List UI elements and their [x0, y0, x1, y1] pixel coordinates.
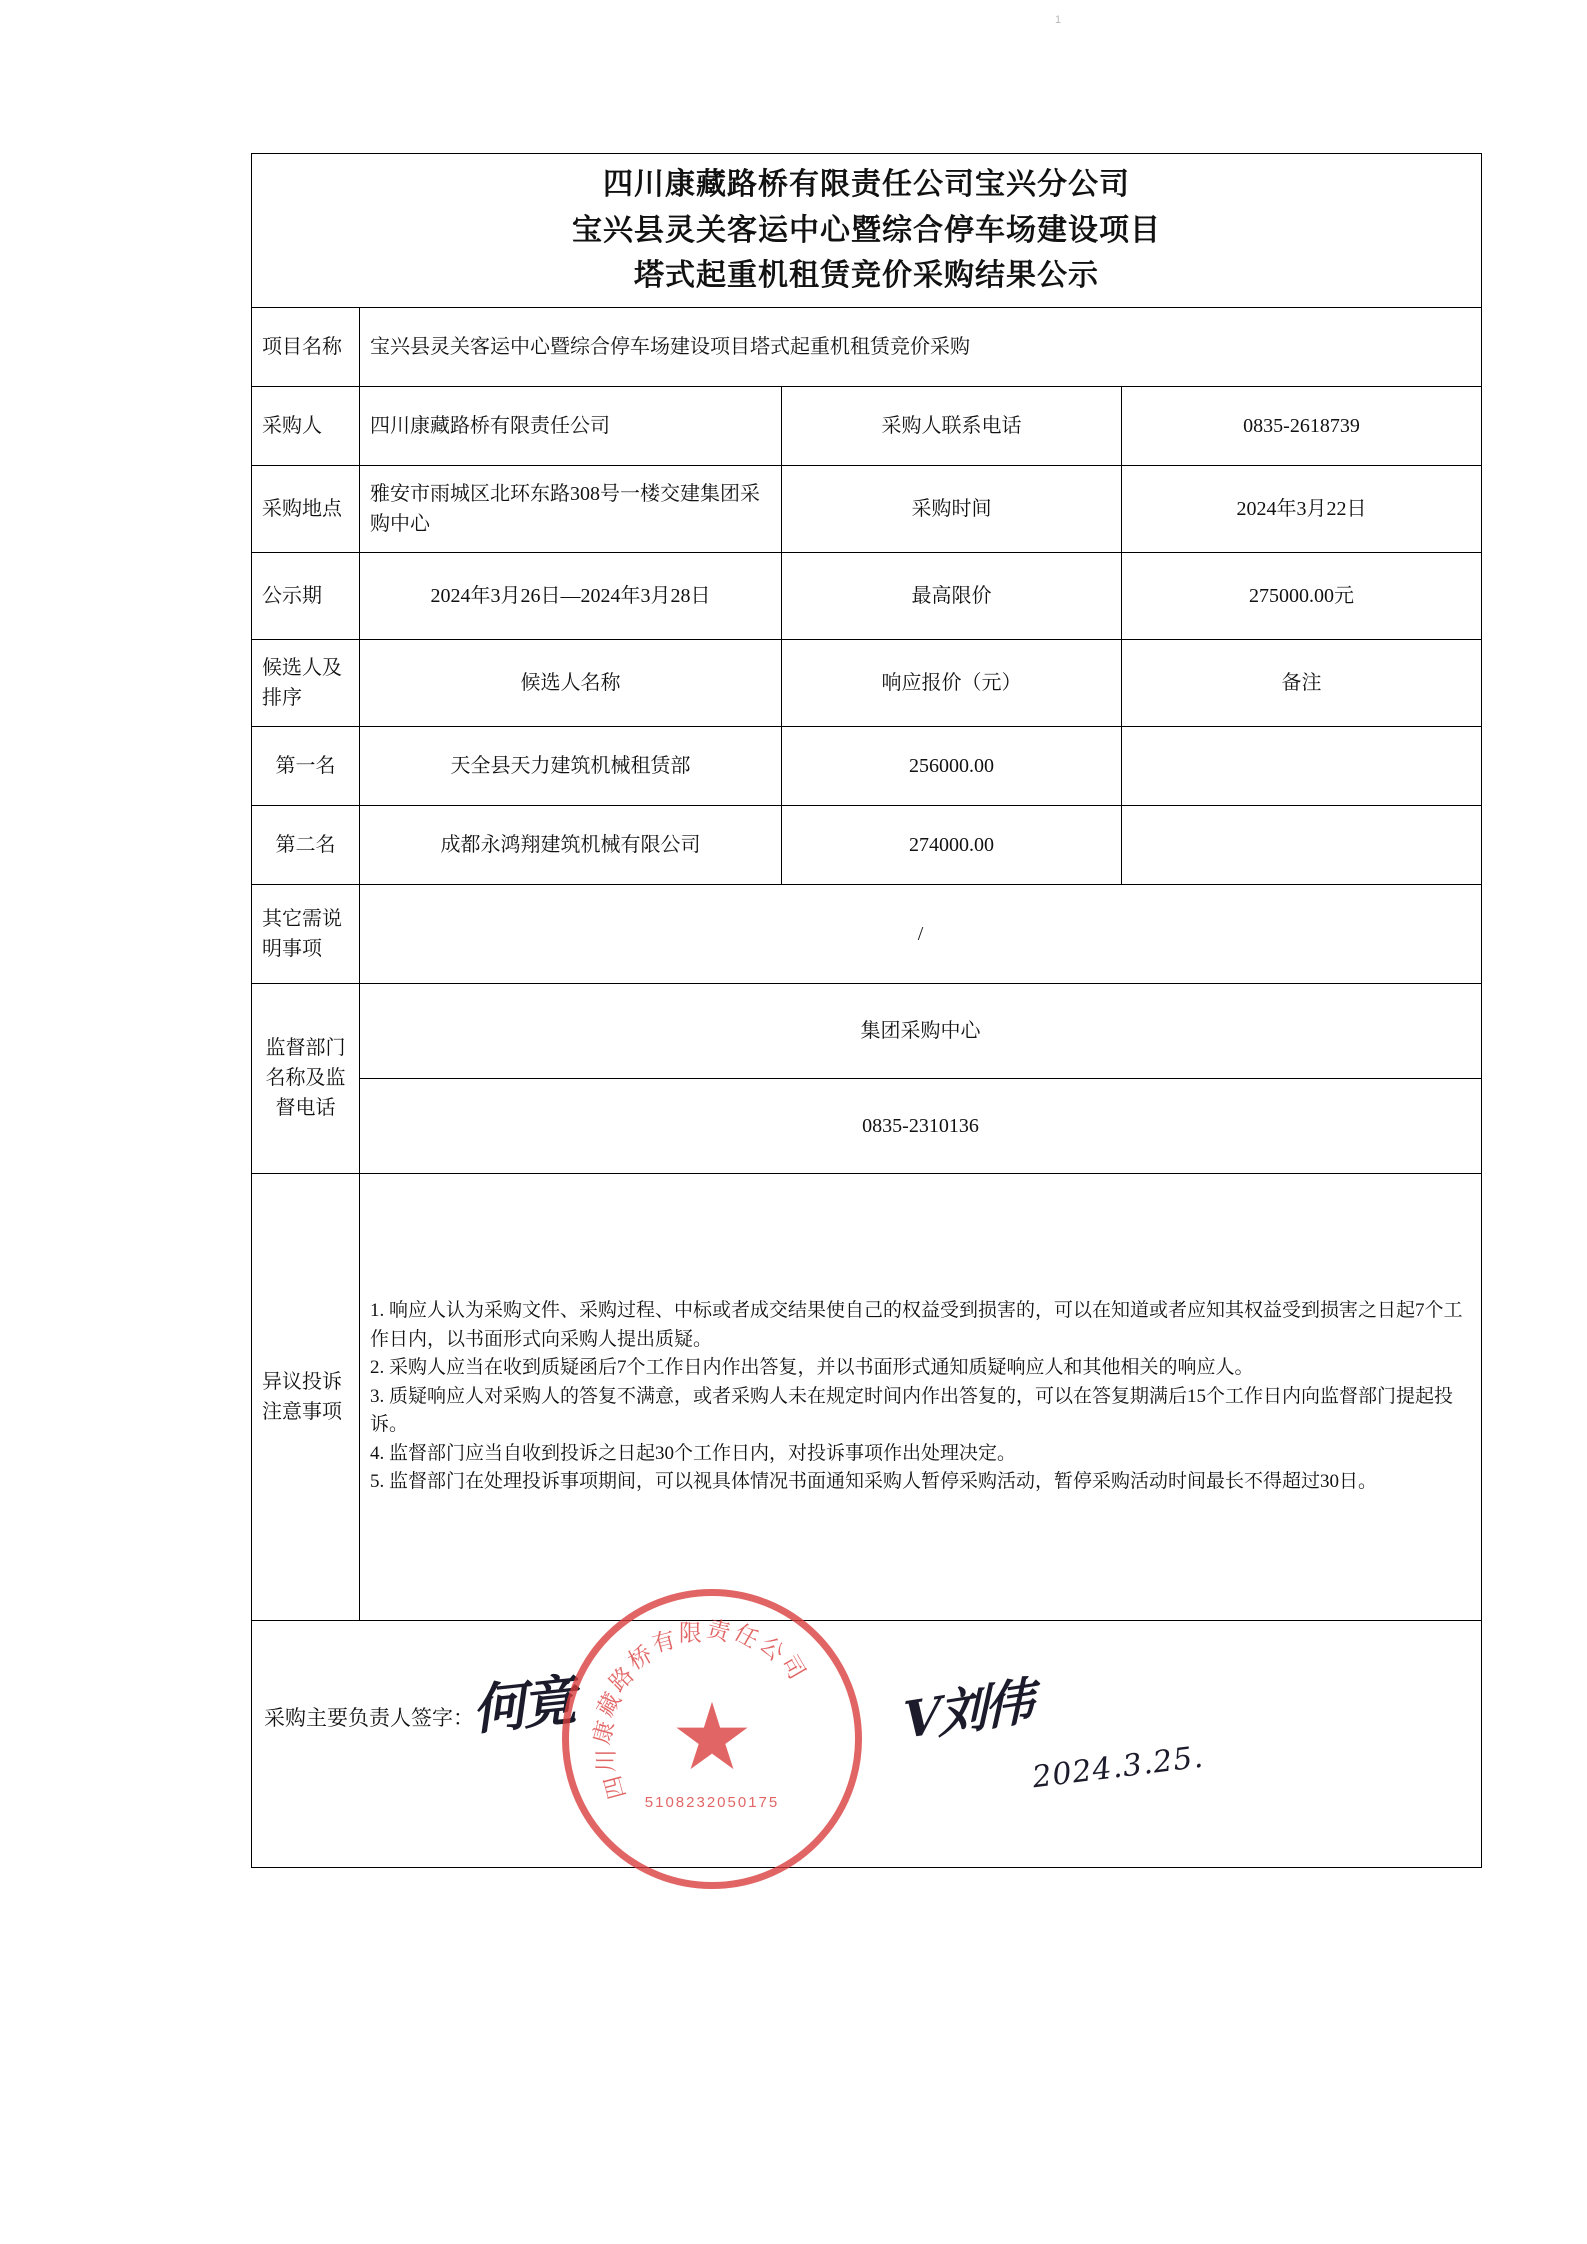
objection-item: 4. 监督部门应当自收到投诉之日起30个工作日内，对投诉事项作出处理决定。	[370, 1442, 1017, 1464]
label-buyer-phone: 采购人联系电话	[782, 386, 1122, 465]
objection-item: 1. 响应人认为采购文件、采购过程、中标或者成交结果使自己的权益受到损害的，可以在知道或者应知其权益受到损害之日起7个工作日内，以书面形式向采购人提出质疑。	[370, 1300, 1463, 1350]
objection-item: 3. 质疑响应人对采购人的答复不满意，或者采购人未在规定时间内作出答复的，可以在答复期满后15个工作日内向监督部门提起投诉。	[370, 1385, 1454, 1436]
label-other-notes: 其它需说明事项	[252, 884, 360, 983]
value-supervisor-name: 集团采购中心	[360, 983, 1482, 1078]
seal-number: 5108232050175	[644, 1793, 780, 1811]
candidate-name: 天全县天力建筑机械租赁部	[360, 726, 782, 805]
label-buyer: 采购人	[252, 386, 360, 465]
header-candidate-remark: 备注	[1122, 639, 1482, 726]
signature-handwriting-secondary: V刘伟	[902, 1670, 1032, 1751]
signature-date: 2024.3.25.	[1030, 1739, 1206, 1796]
candidate-price: 274000.00	[782, 805, 1122, 884]
objection-item: 5. 监督部门在处理投诉事项期间，可以视具体情况书面通知采购人暂停采购活动，暂停采购活动时间最长不得超过30日。	[370, 1471, 1378, 1493]
label-time: 采购时间	[782, 465, 1122, 552]
objection-item: 2. 采购人应当在收到质疑函后7个工作日内作出答复，并以书面形式通知质疑响应人和其他相关的响应人。	[370, 1357, 1254, 1379]
table-row-title	[252, 154, 1482, 308]
candidate-rank: 第一名	[252, 726, 360, 805]
table-row-other-notes	[252, 884, 1482, 983]
objection-notes	[360, 1173, 1482, 1620]
title-line-3: 塔式起重机租赁竞价采购结果公示	[634, 259, 1099, 293]
label-project-name: 项目名称	[252, 307, 360, 386]
value-buyer-phone: 0835-2618739	[1122, 386, 1482, 465]
value-max-price: 275000.00元	[1122, 552, 1482, 639]
table-row-supervisor-name	[252, 983, 1482, 1078]
candidate-price: 256000.00	[782, 726, 1122, 805]
table-row-publicity	[252, 552, 1482, 639]
title-line-2: 宝兴县灵关客运中心暨综合停车场建设项目	[572, 213, 1161, 247]
label-publicity: 公示期	[252, 552, 360, 639]
signature-cell	[252, 1614, 1482, 1867]
header-candidate-name: 候选人名称	[360, 639, 782, 726]
table-row-buyer	[252, 386, 1482, 465]
document-title	[252, 154, 1482, 308]
signature-label: 采购主要负责人签字：	[264, 1705, 474, 1730]
label-place: 采购地点	[252, 465, 360, 552]
value-buyer: 四川康藏路桥有限责任公司	[360, 386, 782, 465]
table-row	[252, 805, 1482, 884]
header-candidate-price: 响应报价（元）	[782, 639, 1122, 726]
value-other-notes: /	[360, 884, 1482, 983]
value-time: 2024年3月22日	[1122, 465, 1482, 552]
seal-ring-text: 四 川 康 藏 路 桥 有 限 责 任 公 司	[587, 1614, 811, 1802]
signature-area	[262, 1614, 1471, 1859]
value-supervisor-phone: 0835-2310136	[360, 1078, 1482, 1173]
candidate-rank: 第二名	[252, 805, 360, 884]
value-publicity: 2024年3月26日—2024年3月28日	[360, 552, 782, 639]
label-max-price: 最高限价	[782, 552, 1122, 639]
table-row-signature	[252, 1620, 1482, 1867]
candidate-remark	[1122, 726, 1482, 805]
corner-page-mark: 1	[1055, 14, 1062, 26]
label-supervisor: 监督部门名称及监督电话	[252, 983, 360, 1173]
candidate-name: 成都永鸿翔建筑机械有限公司	[360, 805, 782, 884]
procurement-result-table	[251, 153, 1482, 1868]
title-line-1: 四川康藏路桥有限责任公司宝兴分公司	[603, 168, 1130, 201]
value-place: 雅安市雨城区北环东路308号一楼交建集团采购中心	[360, 465, 782, 552]
table-row-objection	[252, 1173, 1482, 1620]
signature-handwriting-primary: 何竟	[468, 1667, 576, 1742]
company-seal-stamp	[562, 1589, 862, 1889]
table-row-supervisor-phone	[252, 1078, 1482, 1173]
table-row-candidate-header	[252, 639, 1482, 726]
table-row-place	[252, 465, 1482, 552]
label-candidate-rank: 候选人及排序	[252, 639, 360, 726]
candidate-remark	[1122, 805, 1482, 884]
label-objection: 异议投诉注意事项	[252, 1173, 360, 1620]
value-project-name: 宝兴县灵关客运中心暨综合停车场建设项目塔式起重机租赁竞价采购	[360, 307, 1482, 386]
table-row	[252, 726, 1482, 805]
table-row-project-name	[252, 307, 1482, 386]
